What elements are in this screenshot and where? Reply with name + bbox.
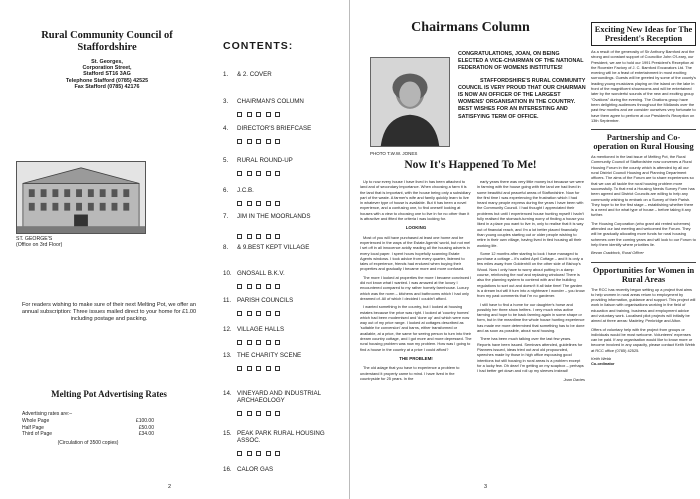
rate-row: Half Page £50.00 <box>22 424 154 431</box>
contents-item-title: VILLAGE HALLS <box>237 326 285 333</box>
checkbox <box>237 411 242 416</box>
checkbox-row <box>237 411 280 416</box>
sidebar-heading-women: Opportunities for Women in Rural Areas <box>591 262 696 284</box>
contents-item-title: JIM IN THE MOORLANDS <box>237 213 311 220</box>
checkbox-row <box>237 234 280 239</box>
checkbox <box>275 139 280 144</box>
checkbox <box>256 411 261 416</box>
checkbox <box>275 112 280 117</box>
contents-item-number: 5. <box>223 157 229 164</box>
checkbox <box>247 284 252 289</box>
checkbox <box>237 234 242 239</box>
article-signature: Joan Davies <box>563 377 585 383</box>
news-sidebar: Exciting New Ideas for The President's Reception As a result of the generosity of Sir Anthony Bamford and the strong and constant support of Councillor John O'Leary, our President, we are to hold our 1991 President's Reception at the Rocester Factory of J. C. Bamford Excavators Ltd. The evening will be a feast of entertainment in most exciting surroundings. Guests will be greeted by some of the county's leading young musicians playing on the island on the lake in front of the magnificent showrooms and will be entertained later by the wonderful sounds of the new and exciting group "Ovations" during the evening. The Ovations group have been delighting audiences throughout the Midlands over the past few months and we consider ourselves very fortunate to have them agree to perform at our President's Reception on 13th September. Partnership and Co-operation on Rural Housing As mentioned in the last issue of Melting Pot, the Rural Community Council of Staffordshire now convenes a Rural Housing Forum in the county which is attended by all our rural District Council Housing and Planning Department officers. The aims of the Forum are to share experiences so that we can all tackle the rural housing problem more successfully. To that end a Housing Needs Survey Form has been agreed and District Councils are willing to help any community wishing to embark on a Survey of their Parish. They hope to be the first stage – establishing whether there is a need and for what type of house – before taking it any further. The Housing Corporation (who grant aid rented schemes) attended our last meeting and welcomed the Forum. They will be gradually allocating more funds for rural housing schemes over the coming years and will look to our Forum to help them identify where priorities lie. Bevan Craddock, Rural Officer Opportunities for Women in Rural Areas The RCC has recently begun setting up a project that aims to help women in rural areas return to employment by providing information, guidance and support. This project will work in liaison with organisations working in the field of education and training, business and employment advice and voluntary work. Localised pilot projects will initially be aimed at three areas: Madeley, Penkridge and Alton. Offers of voluntary help with the project from groups or individuals would be most welcome. Volunteers' expenses can be paid. If any organisation would like to know more or become involved in any capacity, please contact Keith Webb at RCC office (0785) 42525. Keith Webb Co-ordinator <box>591 22 696 367</box>
checkbox <box>275 411 280 416</box>
checkbox <box>247 311 252 316</box>
contents-item-number: 13. <box>223 352 232 359</box>
checkbox <box>247 451 252 456</box>
contents-list <box>223 40 345 52</box>
checkbox <box>256 171 261 176</box>
council-address: St. Georges, Corporation Street, Stafford ST16 3AG Telephone Stafford (0785) 42525 Fax Stafford (0785) 42176 <box>65 59 149 90</box>
checkbox <box>237 139 242 144</box>
checkbox <box>275 201 280 206</box>
checkbox <box>266 234 271 239</box>
contents-item-number: 7. <box>223 213 229 220</box>
checkbox <box>266 311 271 316</box>
checkbox <box>247 340 252 345</box>
sidebar-heading-reception: Exciting New Ideas for The President's Reception <box>591 22 696 46</box>
advertising-rates <box>22 411 154 447</box>
building-caption: ST. GEORGE'S (Office on 3rd Floor) <box>16 236 63 249</box>
checkbox <box>256 366 261 371</box>
contents-item-title: VINEYARD AND INDUSTRIAL ARCHAEOLOGY <box>237 390 321 404</box>
checkbox <box>275 340 280 345</box>
checkbox <box>275 311 280 316</box>
page-number-right: 3 <box>484 484 488 490</box>
checkbox <box>266 366 271 371</box>
checkbox-row <box>237 139 280 144</box>
subscription-offer: For readers wishing to make sure of their next Melting Pot, we offer an annual subscription: Three issues mailed direct to your home for £1.00 including postage and packing. <box>21 302 197 322</box>
advertising-title: Melting Pot Advertising Rates <box>51 389 167 399</box>
article-column-right: early years there was very little money but because we were in farming with the house going with the land we had lived in some beautiful and peaceful areas of Staffordshire. Now for the first time I was experiencing the frustration which I had heard many people express during the years I have been with the Community Council. I had thought I appreciated their problems but until I experienced house hunting myself I hadn't fully realised the stomach-turning worry of finding a house you liked in a place you want to live in, only to realise that it is way out of financial reach, and I'm a lot better placed financially than young couples starting out or older people wishing to retire in their own village, having lived in tied housing all their working life. Some 12 months after starting to look I have managed to purchase a cottage – it's called April Cottage – and it is only a few miles away from Goldenhill on the other side of Bishop's Wood. Now I only have to worry about putting in a damp course, reinforcing the roof and replacing windows! There is also the planning system to contend with and the building regulations to sort out and doesn't it all take time! The garden is a dream but will it turn into a nightmare I wonder – you know from my past comments that I'm no gardener. I still have to find a home for our daughter's horse and possibly her three show heifers. I very much miss active farming and hope to be back farming again in some shape or form, but in the meantime the whole house hunting experience has made me more determined that something has to be done and as soon as possible, about rural housing. There has been much talking over the last few years. Reports have been issued. Seminars attended, guidelines for Planners issued, ideas tried out and old propounded, speeches made by those in high office espousing good intentions but still housing in rural areas is a problem except for a lucky few. Oh dear! I'm getting on my soapbox – perhaps I had better get down and roll up my sleeves instead! Joan Davies <box>477 179 585 383</box>
contents-item-number: 11. <box>223 297 232 304</box>
contents-item-number: 10. <box>223 270 232 277</box>
article-column-left: Up to now every house I have lived in has been attached to land and of secondary importance. When choosing a farm it is the land that is important, with the house being only a subsidiary part of the waste. A farmer's wife and family quickly learn to live in whatever type of house is available. But it has been a novel experience, and a confusing one, to find oneself looking at houses with a view to choosing one to live in for no other than it is attractive and fitted the criteria I was looking for. LOOKING Most of you will have purchased at least one home and be experienced in the ways of the Estate Agents' world, but not me! I set off in all innocence avidly reading all the housing adverts in every local paper. I spent hours hopefully scanning Estate Agents windows. I took advice from every quarter, listened to tales of experience, friends had endured when buying their properties and gradually I became more and more confused. The more I looked at properties the more I became convinced I did not know what I wanted. I was amazed at the luxury I encountered compared to my rather homely farmhouse. Luxury which was the norm – kitchens and bathrooms which I had only dreamed of. All of which I decided I couldn't afford. I wanted something in the country, but I looked at housing estates because the price was right. I looked at 'country homes' which had been modernised and 'done up' and which were now way out of my price range. I looked at cottages described as 'suitable for conversion' and barns, either transformed or available, at a price, the same for seeing person to turn into their dream country cottage, and I got more and more depressed. The rural housing problem was now my problem. How was I going to find a house in the country at a price I could afford? THE PROBLEM! The old adage that you have to experience a problem to understand it properly came to mind. I have lived in the countryside for 25 years. In the <box>360 179 472 381</box>
contents-item-title: PEAK PARK RURAL HOUSING ASSOC. <box>237 430 325 444</box>
checkbox-row <box>237 311 280 316</box>
checkbox <box>247 171 252 176</box>
checkbox-row <box>237 201 280 206</box>
checkbox <box>275 171 280 176</box>
photo-caption: PHOTO T.W.W. JONES <box>370 151 418 156</box>
checkbox <box>266 284 271 289</box>
contents-item-number: 14. <box>223 390 232 397</box>
checkbox <box>275 234 280 239</box>
checkbox <box>247 139 252 144</box>
checkbox <box>266 139 271 144</box>
contents-item-title: & 9.BEST KEPT VILLAGE <box>237 244 310 251</box>
checkbox-row <box>237 451 280 456</box>
checkbox <box>266 112 271 117</box>
checkbox <box>266 340 271 345</box>
council-title: Rural Community Council of Staffordshire <box>41 30 173 53</box>
checkbox-row <box>237 171 280 176</box>
checkbox <box>266 201 271 206</box>
checkbox <box>256 340 261 345</box>
checkbox <box>275 451 280 456</box>
signature-webb: Keith Webb <box>591 356 612 362</box>
checkbox <box>266 451 271 456</box>
checkbox <box>256 234 261 239</box>
checkbox <box>237 201 242 206</box>
checkbox-row <box>237 284 280 289</box>
checkbox <box>256 139 261 144</box>
checkbox <box>256 311 261 316</box>
contents-item-title: DIRECTOR'S BRIEFCASE <box>237 125 312 132</box>
contents-item-title: THE CHARITY SCENE <box>237 352 302 359</box>
checkbox <box>275 366 280 371</box>
contents-item-number: 3. <box>223 98 229 105</box>
rate-row: Whole Page £100.00 <box>22 417 154 424</box>
contents-item-title: GNOSALL B.K.V. <box>237 270 285 277</box>
checkbox <box>237 451 242 456</box>
contents-item-title: PARISH COUNCILS <box>237 297 294 304</box>
checkbox-row <box>237 366 280 371</box>
contents-item-number: 4. <box>223 125 229 132</box>
contents-title: CONTENTS: <box>223 40 294 52</box>
subhead-problem: THE PROBLEM! <box>399 355 433 361</box>
checkbox <box>247 112 252 117</box>
checkbox <box>237 112 242 117</box>
st-georges-building-image <box>16 161 146 234</box>
contents-item-title: CHAIRMAN'S COLUMN <box>237 98 304 105</box>
checkbox <box>266 411 271 416</box>
checkbox <box>247 234 252 239</box>
rate-row: Third of Page £34.00 <box>22 431 154 438</box>
contents-item-number: 16. <box>223 466 232 473</box>
checkbox <box>237 284 242 289</box>
checkbox <box>256 451 261 456</box>
checkbox <box>237 311 242 316</box>
chairman-photo <box>370 57 450 147</box>
subhead-looking: LOOKING <box>405 225 427 231</box>
checkbox <box>247 201 252 206</box>
checkbox <box>237 171 242 176</box>
contents-item-title: CALOR GAS <box>237 466 274 473</box>
contents-item-title: & 2. COVER <box>237 71 272 78</box>
checkbox <box>247 366 252 371</box>
checkbox <box>266 171 271 176</box>
contents-item-number: 8. <box>223 244 229 251</box>
page-number-left: 2 <box>168 484 172 490</box>
signature-role: Co-ordinator <box>591 361 615 367</box>
contents-item-title: J.C.B. <box>237 187 254 194</box>
rates-intro: Advertising rates are:– <box>22 411 73 417</box>
council-header <box>14 30 200 90</box>
circulation-note: (Circulation of 3500 copies) <box>57 440 119 447</box>
article-title: Now It's Happened To Me! <box>404 159 537 171</box>
checkbox <box>256 201 261 206</box>
signature-craddock: Bevan Craddock, Rural Officer <box>591 250 644 256</box>
contents-item-number: 15. <box>223 430 232 437</box>
congratulations-text: CONGRATULATIONS, JOAN, ON BEING ELECTED A VICE-CHAIRMAN OF THE NATIONAL FEDERATION OF WOMENS INSTITUTES! STAFFORDSHIRE'S RURAL COMMUNITY COUNCIL IS VERY PROUD THAT OUR CHAIRMAN IS NOW AN OFFICER OF THE LARGEST WOMENS' ORGANISATION IN THE COUNTRY. BEST WISHES FOR AN INTERESTING AND SATISFYING TERM OF OFFICE. <box>458 51 586 120</box>
contents-item-title: RURAL ROUND-UP <box>237 157 293 164</box>
checkbox-row <box>237 112 280 117</box>
contents-item-number: 1. <box>223 71 229 78</box>
checkbox-row <box>237 340 280 345</box>
checkbox <box>237 340 242 345</box>
checkbox <box>247 411 252 416</box>
checkbox <box>237 366 242 371</box>
sidebar-heading-housing: Partnership and Co-operation on Rural Housing <box>591 129 696 151</box>
chairmans-column-title: Chairmans Column <box>411 20 530 35</box>
checkbox <box>256 112 261 117</box>
contents-item-number: 12. <box>223 326 232 333</box>
checkbox <box>275 284 280 289</box>
contents-item-number: 6. <box>223 187 229 194</box>
checkbox <box>256 284 261 289</box>
